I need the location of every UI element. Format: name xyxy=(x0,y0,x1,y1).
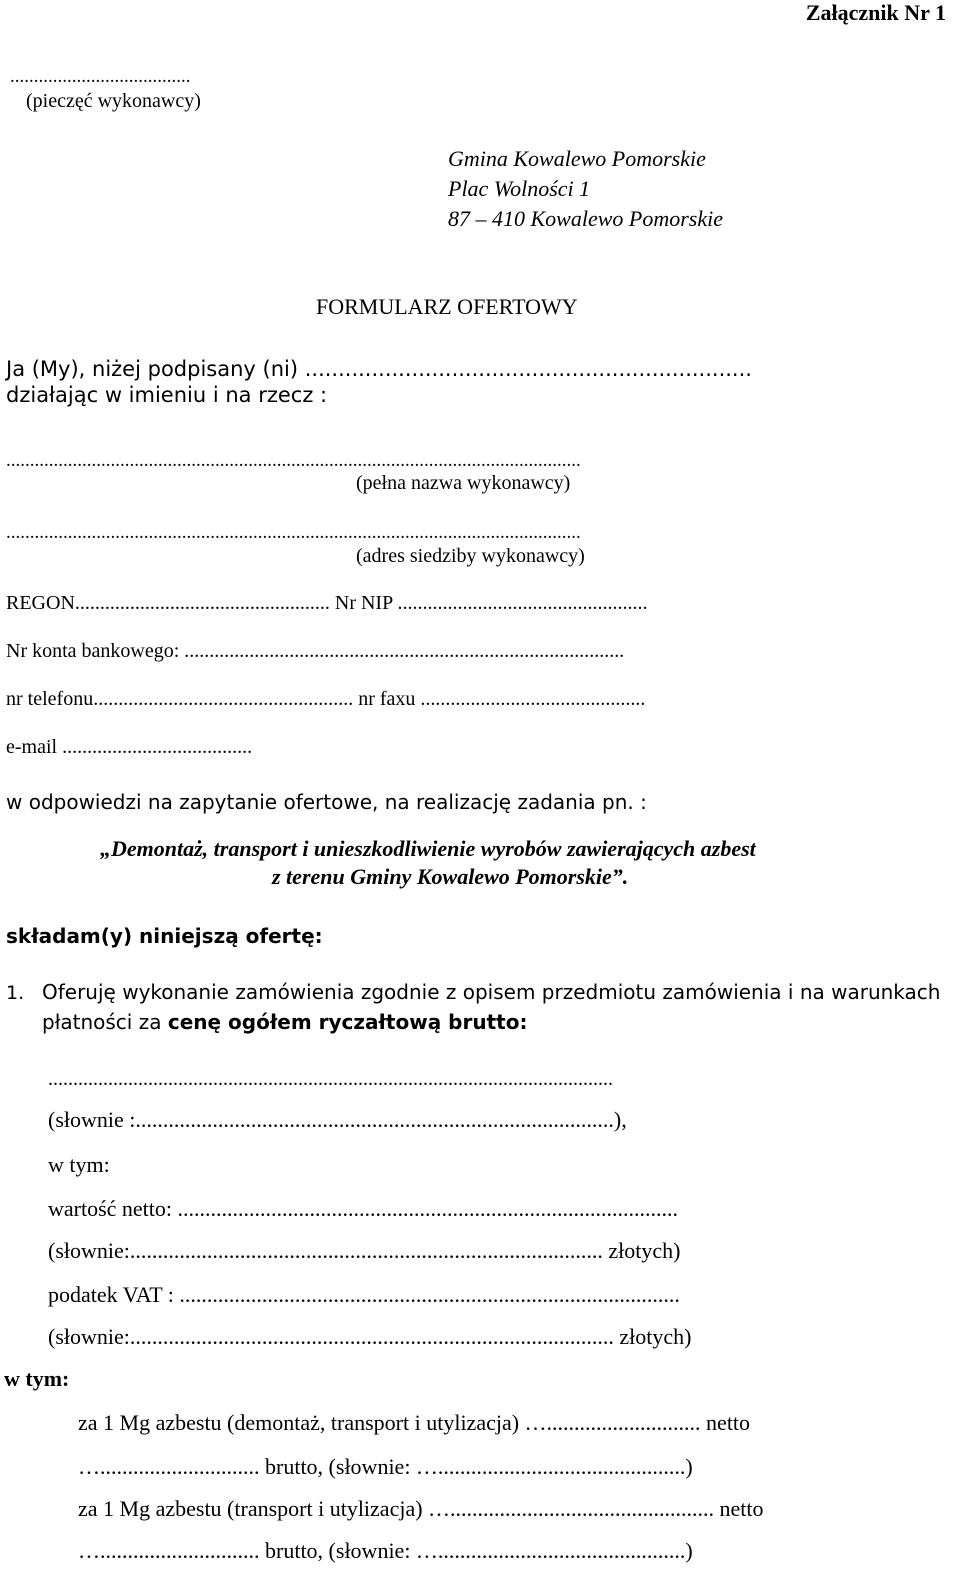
task-title-line-2: z terenu Gminy Kowalewo Pomorskie”. xyxy=(272,864,629,889)
breakdown-row-1-gross: …............................. brutto, (słownie: ….............................................) xyxy=(78,1454,693,1479)
breakdown-row-2-net: za 1 Mg azbestu (transport i utylizacja) …................................................ netto xyxy=(78,1496,764,1521)
offer-number: 1. xyxy=(6,982,25,1004)
submit-label: składam(y) niniejszą ofertę: xyxy=(6,924,323,948)
bank-account-line: Nr konta bankowego: ........................................................................................ xyxy=(6,640,625,662)
recipient-line-2: Plac Wolności 1 xyxy=(448,176,591,201)
offer-line-2-normal: płatności za xyxy=(42,1010,168,1034)
attachment-label: Załącznik Nr 1 xyxy=(805,0,946,25)
breakdown-label: w tym: xyxy=(4,1366,70,1391)
phone-fax-line: nr telefonu.................................................... nr faxu ............................................. xyxy=(6,688,646,710)
stamp-label: (pieczęć wykonawcy) xyxy=(26,90,201,112)
offer-line-2 xyxy=(42,1010,527,1034)
email-line: e-mail ...................................... xyxy=(6,736,253,758)
response-line: w odpowiedzi na zapytanie ofertowe, na realizację zadania pn. : xyxy=(6,790,647,814)
recipient-line-3: 87 – 410 Kowalewo Pomorskie xyxy=(448,206,723,231)
contractor-name-dots: ......................................................................................................................... xyxy=(6,450,581,471)
regon-nip-line: REGON................................................... Nr NIP .................................................. xyxy=(6,592,648,614)
stamp-dots: ...................................... xyxy=(10,66,191,87)
offer-price-label: cenę ogółem ryczałtową brutto: xyxy=(167,1010,528,1034)
contractor-name-label: (pełna nazwa wykonawcy) xyxy=(356,472,571,494)
breakdown-row-2-gross: …............................. brutto, (słownie: ….............................................) xyxy=(78,1538,693,1563)
task-title-line-1: „Demontaż, transport i unieszkodliwienie wyrobów zawierających azbest xyxy=(100,836,756,861)
contractor-address-label: (adres siedziby wykonawcy) xyxy=(356,545,585,567)
intro-line-1: Ja (My), niżej podpisany (ni) ................................................................... xyxy=(6,357,752,381)
price-in-words: (słownie :.......................................................................................), xyxy=(48,1107,627,1132)
price-amount-dots: ................................................................................................................. xyxy=(48,1068,613,1090)
including-label: w tym: xyxy=(48,1152,110,1177)
vat-words: (słownie:........................................................................................ złotych) xyxy=(48,1324,692,1349)
breakdown-row-1-net: za 1 Mg azbestu (demontaż, transport i utylizacja) …............................ netto xyxy=(78,1410,751,1435)
net-value-words: (słownie:...................................................................................... złotych) xyxy=(48,1238,681,1263)
form-title: FORMULARZ OFERTOWY xyxy=(316,294,578,319)
recipient-line-1: Gmina Kowalewo Pomorskie xyxy=(448,146,706,171)
vat-line: podatek VAT : ........................................................................................... xyxy=(48,1282,680,1307)
net-value-line: wartość netto: ........................................................................................... xyxy=(48,1196,679,1221)
contractor-address-dots: ......................................................................................................................... xyxy=(6,522,581,543)
offer-line-1: Oferuję wykonanie zamówienia zgodnie z opisem przedmiotu zamówienia i na warunkach xyxy=(42,980,941,1004)
intro-line-2: działając w imieniu i na rzecz : xyxy=(6,383,328,407)
